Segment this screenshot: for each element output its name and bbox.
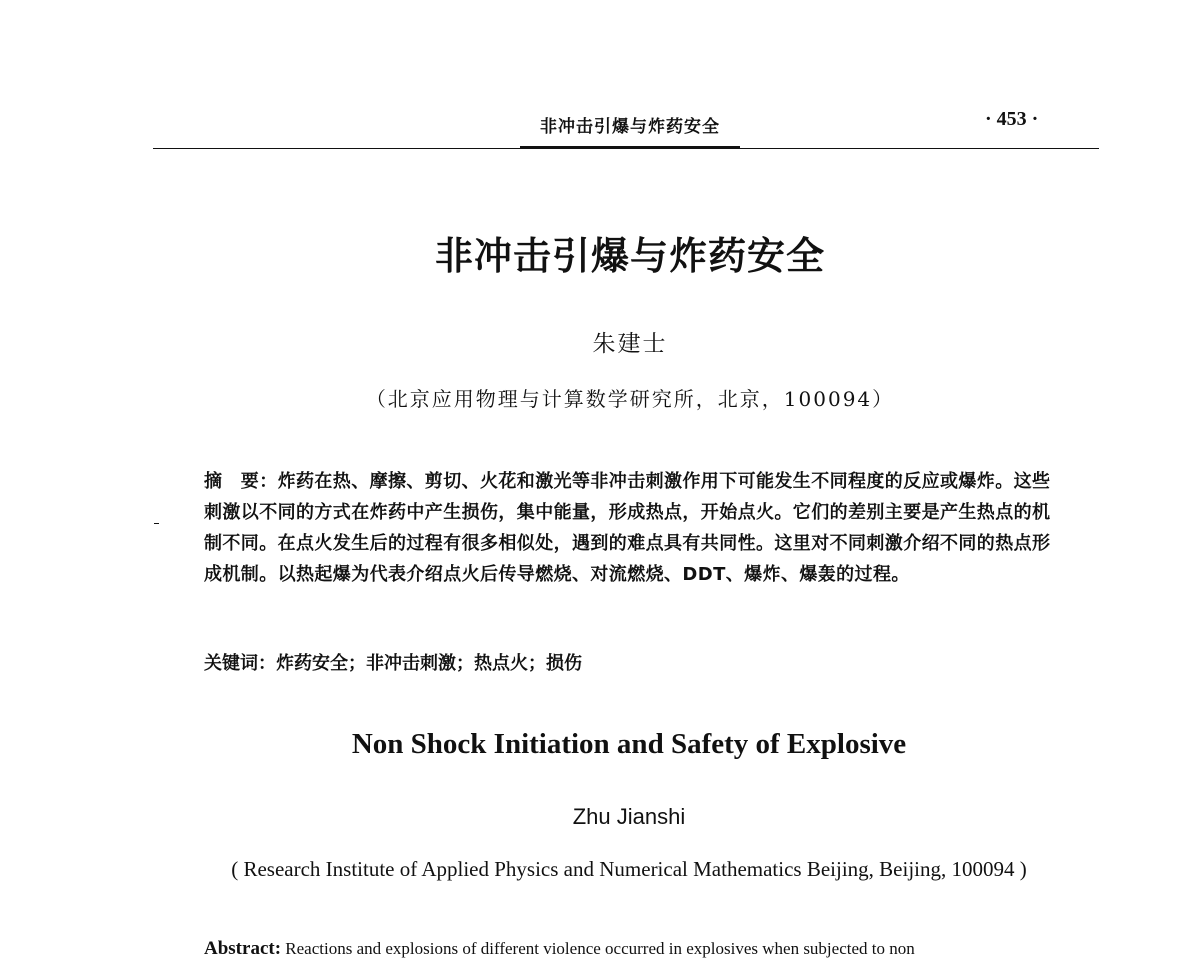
chinese-abstract — [204, 466, 1064, 590]
chinese-keywords — [204, 648, 1064, 679]
chinese-keywords-text: 炸药安全；非冲击刺激；热点火；损伤 — [276, 653, 582, 674]
page-number: · 453 · — [985, 108, 1039, 130]
running-header — [0, 100, 1200, 140]
chinese-keywords-label: 关键词： — [204, 653, 276, 674]
chinese-abstract-text: 炸药在热、摩擦、剪切、火花和激光等非冲击刺激作用下可能发生不同程度的反应或爆炸。这些刺激以不同的方式在炸药中产生损伤，集中能量，形成热点，开始点火。它们的差别主要是产生热点的机制不同。在点火发生后的过程有很多相似处，遇到的难点具有共同性。这里对不同刺激介绍不同的热点形成机制。以热起爆为代表介绍点火后传导燃烧、对流燃烧、DDT、爆炸、爆轰的过程。 — [204, 471, 1051, 585]
chinese-title: 非冲击引爆与炸药安全 — [434, 233, 825, 278]
english-affiliation: ( Research Institute of Applied Physics and Numerical Mathematics Beijing, Beijing, 100094 ) — [231, 857, 1027, 881]
english-title: Non Shock Initiation and Safety of Explosive — [351, 728, 907, 760]
header-rule — [153, 148, 1099, 149]
english-abstract — [204, 938, 1084, 960]
header-rule-accent — [520, 146, 740, 148]
margin-mark — [154, 523, 159, 524]
english-abstract-label: Abstract: — [204, 938, 282, 959]
english-author: Zhu Jianshi — [572, 804, 686, 829]
chinese-affiliation: （北京应用物理与计算数学研究所，北京，100094） — [365, 387, 895, 411]
chinese-author: 朱建士 — [592, 331, 668, 357]
running-title: 非冲击引爆与炸药安全 — [540, 117, 720, 137]
chinese-abstract-label: 摘 要： — [204, 471, 278, 492]
english-abstract-text: Reactions and explosions of different violence occurred in explosives when subjected to non — [281, 939, 915, 958]
